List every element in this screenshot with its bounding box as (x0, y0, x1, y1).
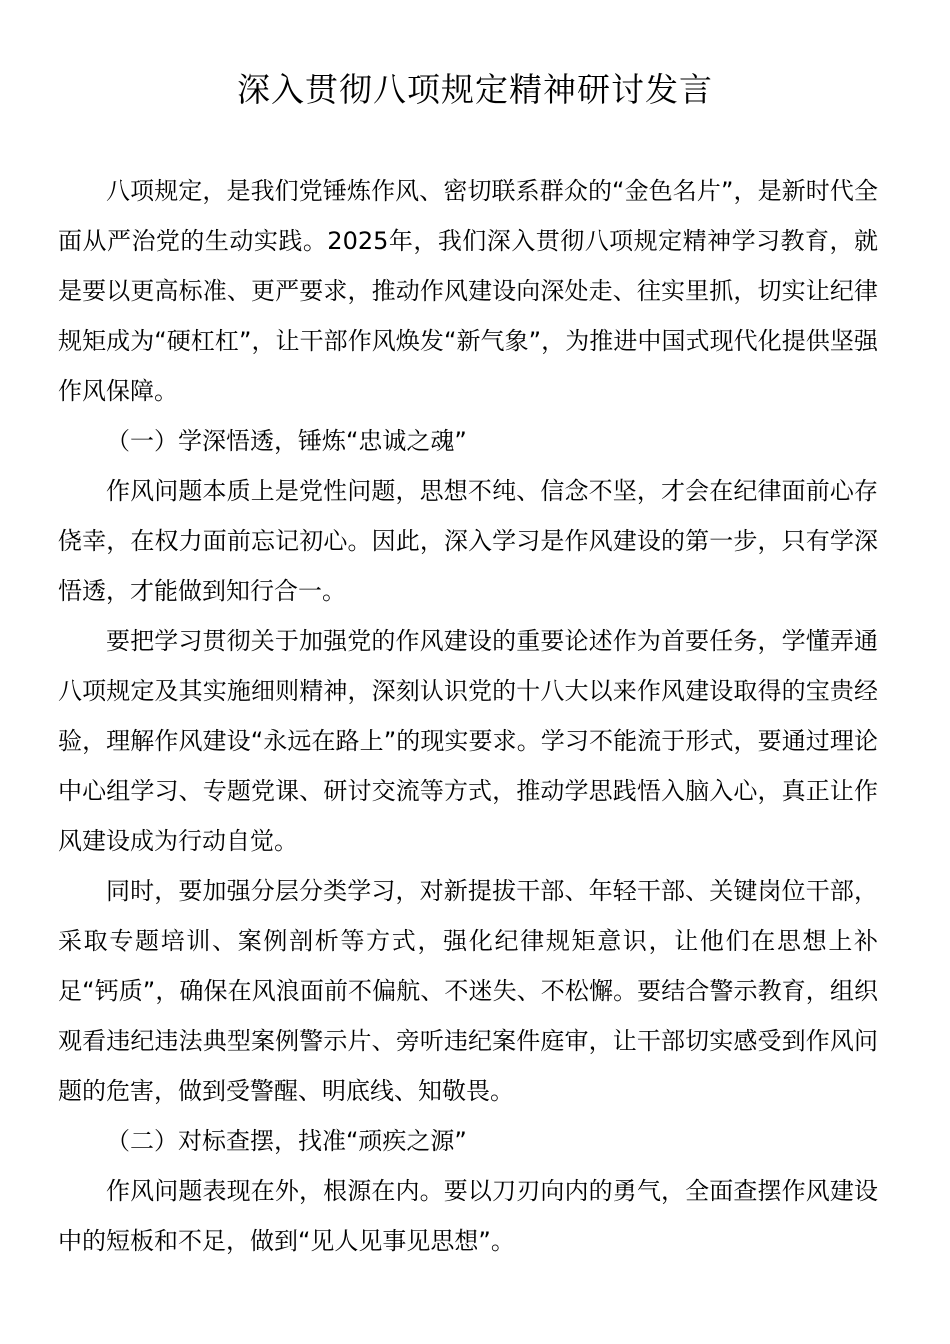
paragraph-section1-c: 同时，要加强分层分类学习，对新提拔干部、年轻干部、关键岗位干部，采取专题培训、案例剖析等方式，强化纪律规矩意识，让他们在思想上补足“钙质”，确保在风浪面前不偏航、不迷失、不松懈。要结合警示教育，组织观看违纪违法典型案例警示片、旁听违纪案件庭审，让干部切实感受到作风问题的危害，做到受警醒、明底线、知敬畏。 (58, 877, 878, 1105)
section-heading-2: （二）对标查摆，找准“顽疾之源” (106, 1127, 467, 1155)
document-title: 深入贯彻八项规定精神研讨发言 (237, 70, 713, 109)
section-heading-1: （一）学深悟透，锤炼“忠诚之魂” (106, 427, 467, 455)
paragraph-section2-a: 作风问题表现在外，根源在内。要以刀刃向内的勇气，全面查摆作风建设中的短板和不足，做到“见人见事见思想”。 (58, 1177, 878, 1255)
paragraph-section1-b: 要把学习贯彻关于加强党的作风建设的重要论述作为首要任务，学懂弄通八项规定及其实施细则精神，深刻认识党的十八大以来作风建设取得的宝贵经验，理解作风建设“永远在路上”的现实要求。学习不能流于形式，要通过理论中心组学习、专题党课、研讨交流等方式，推动学思践悟入脑入心，真正让作风建设成为行动自觉。 (58, 627, 878, 855)
paragraph-intro: 八项规定，是我们党锤炼作风、密切联系群众的“金色名片”，是新时代全面从严治党的生动实践。2025年，我们深入贯彻八项规定精神学习教育，就是要以更高标准、更严要求，推动作风建设向深处走、往实里抓，切实让纪律规矩成为“硬杠杠”，让干部作风焕发“新气象”，为推进中国式现代化提供坚强作风保障。 (58, 177, 878, 405)
document-body (58, 166, 878, 1266)
paragraph-section1-a: 作风问题本质上是党性问题，思想不纯、信念不坚，才会在纪律面前心存侥幸，在权力面前忘记初心。因此，深入学习是作风建设的第一步，只有学深悟透，才能做到知行合一。 (58, 477, 878, 605)
